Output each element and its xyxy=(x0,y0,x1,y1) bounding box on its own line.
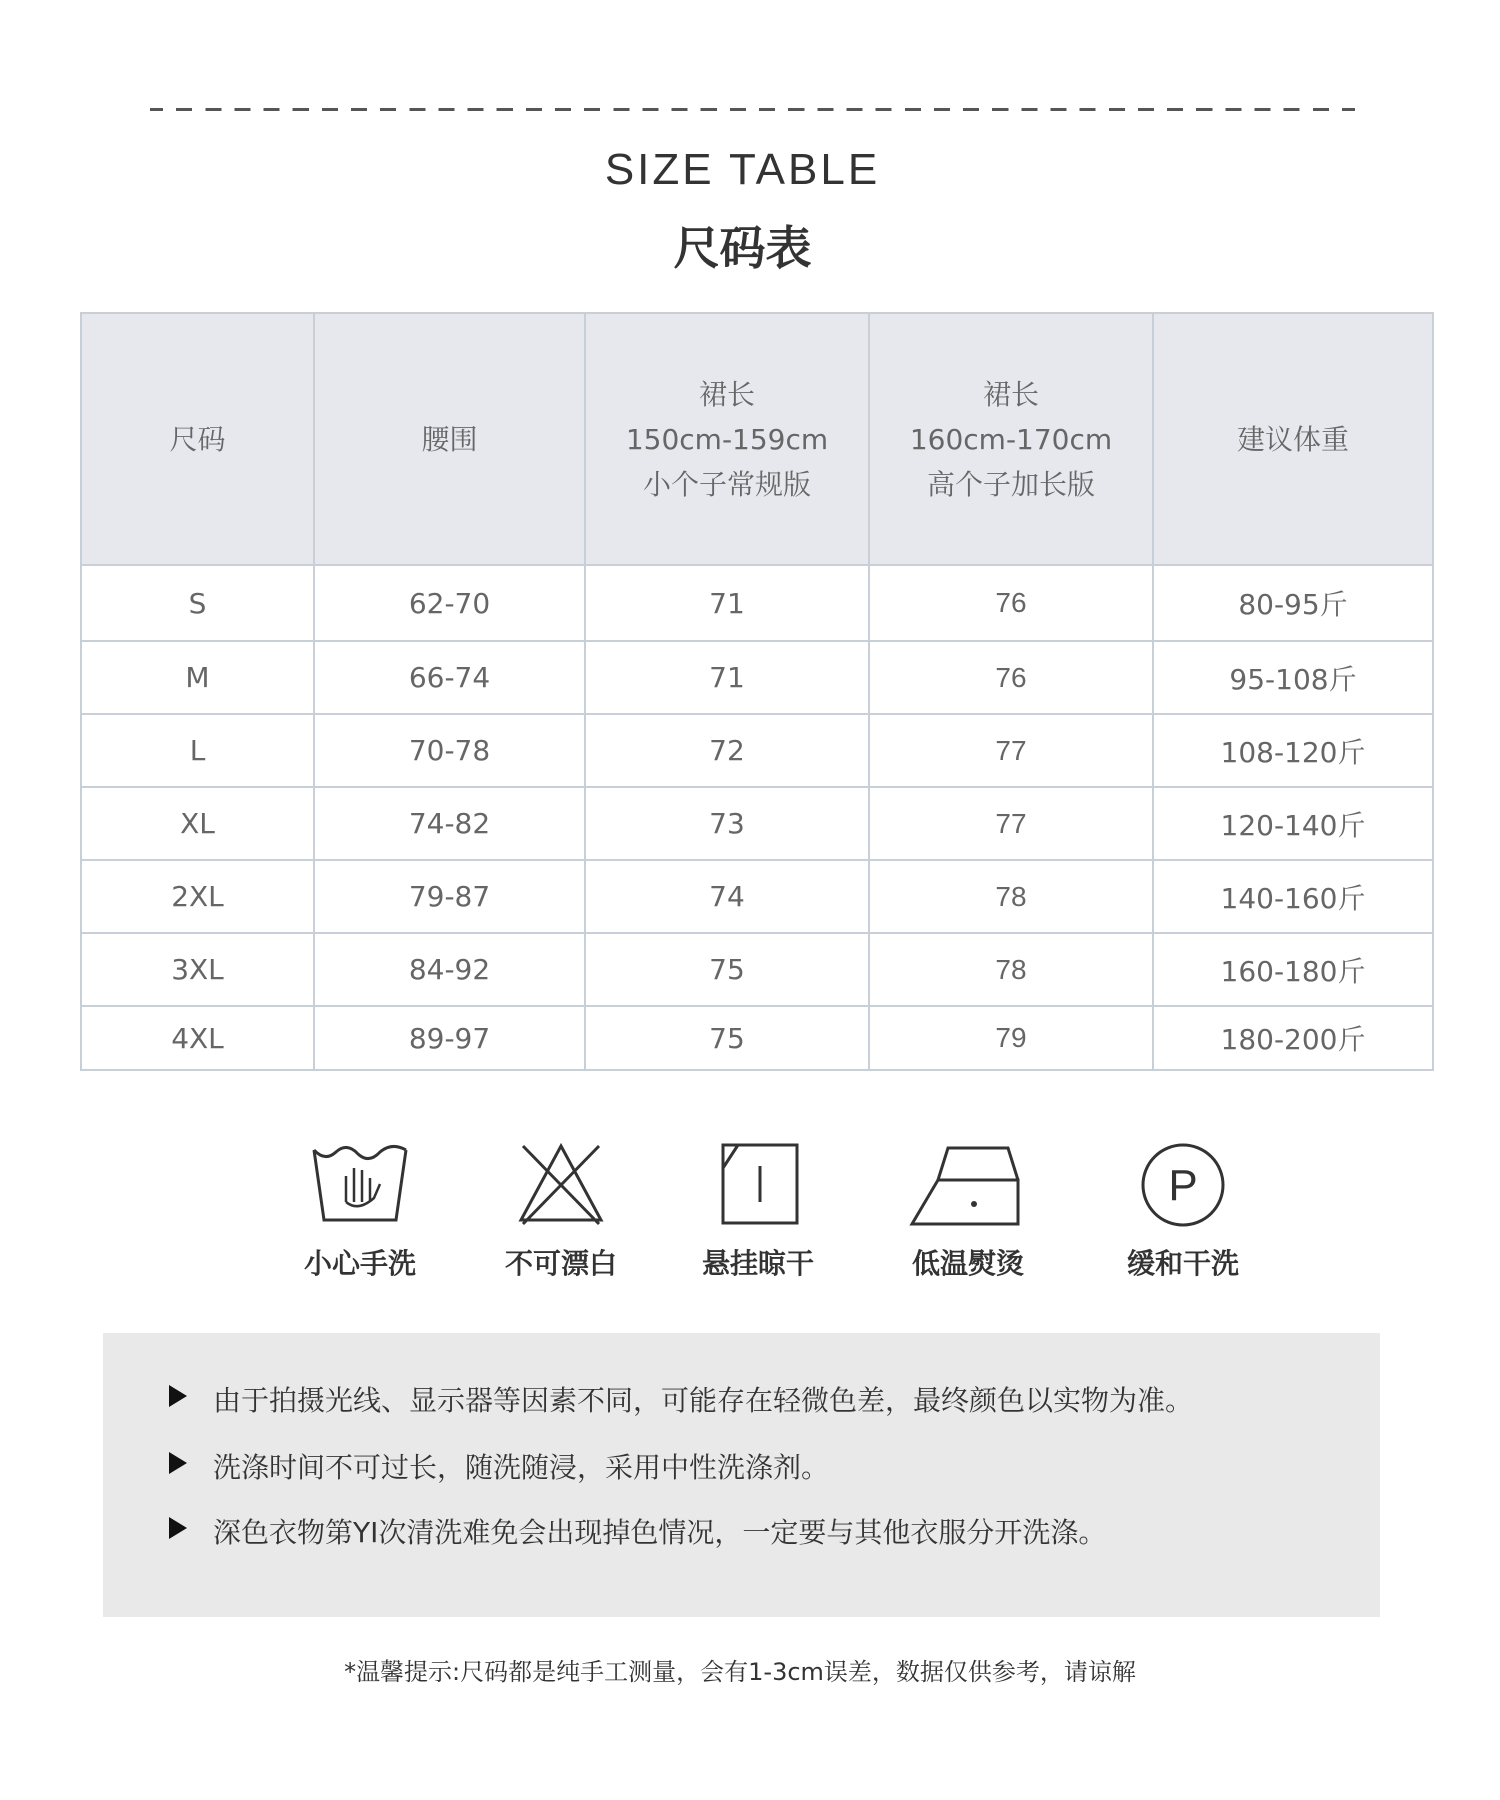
notes-box xyxy=(103,1333,1380,1617)
cell-length-regular: 71 xyxy=(585,565,869,641)
cell-length-regular: 73 xyxy=(585,787,869,860)
cell-waist: 70-78 xyxy=(314,714,585,787)
bullet-triangle-icon xyxy=(169,1517,187,1539)
header-length-regular xyxy=(585,313,869,565)
cell-length-regular: 75 xyxy=(585,1006,869,1070)
note-item xyxy=(213,1511,1106,1551)
dashed-divider xyxy=(150,108,1355,111)
cell-length-regular: 74 xyxy=(585,860,869,933)
header-length-regular-line3: 小个子常规版 xyxy=(642,467,811,501)
header-waist xyxy=(314,313,585,565)
line-dry-icon xyxy=(708,1140,808,1230)
table-row xyxy=(81,641,1433,714)
dry-clean-p-icon xyxy=(1133,1140,1233,1230)
table-row xyxy=(81,714,1433,787)
page-title-cn: 尺码表 xyxy=(673,221,812,275)
note-item xyxy=(213,1379,1193,1419)
table-row xyxy=(81,933,1433,1006)
cell-size: 2XL xyxy=(81,860,314,933)
table-row xyxy=(81,1006,1433,1070)
cell-length-tall: 77 xyxy=(869,787,1153,860)
cell-weight: 140-160斤 xyxy=(1153,860,1433,933)
cell-weight: 95-108斤 xyxy=(1153,641,1433,714)
cell-length-regular: 72 xyxy=(585,714,869,787)
note-text: 由于拍摄光线、显示器等因素不同，可能存在轻微色差，最终颜色以实物为准。 xyxy=(213,1384,1194,1417)
cell-size: XL xyxy=(81,787,314,860)
care-no-bleach xyxy=(476,1140,646,1282)
header-length-tall-line2: 160cm-170cm xyxy=(909,422,1113,456)
cell-size: 4XL xyxy=(81,1006,314,1070)
header-size xyxy=(81,313,314,565)
cell-length-tall: 78 xyxy=(869,860,1153,933)
care-label: 小心手洗 xyxy=(303,1247,416,1280)
table-row xyxy=(81,787,1433,860)
cell-waist: 89-97 xyxy=(314,1006,585,1070)
size-table-header xyxy=(81,313,1433,565)
header-length-regular-line1: 裙长 xyxy=(698,377,755,411)
care-label: 不可漂白 xyxy=(504,1247,617,1280)
cell-size: S xyxy=(81,565,314,641)
header-length-regular-line2: 150cm-159cm xyxy=(625,422,829,456)
cell-weight: 80-95斤 xyxy=(1153,565,1433,641)
cell-length-tall: 76 xyxy=(869,565,1153,641)
page-title-en: SIZE TABLE xyxy=(604,145,881,194)
svg-text:P: P xyxy=(1168,1161,1198,1210)
table-row xyxy=(81,565,1433,641)
cell-length-tall: 79 xyxy=(869,1006,1153,1070)
hand-wash-icon xyxy=(310,1140,410,1230)
header-weight-line: 建议体重 xyxy=(1236,422,1349,456)
cell-waist: 79-87 xyxy=(314,860,585,933)
cell-waist: 84-92 xyxy=(314,933,585,1006)
header-size-line: 尺码 xyxy=(169,422,226,456)
cell-length-tall: 76 xyxy=(869,641,1153,714)
header-length-tall-line1: 裙长 xyxy=(982,377,1039,411)
care-low-iron xyxy=(883,1140,1053,1282)
cell-size: 3XL xyxy=(81,933,314,1006)
care-dry-clean xyxy=(1098,1140,1268,1282)
measurement-tip: *温馨提示:尺码都是纯手工测量，会有1-3cm误差，数据仅供参考，请谅解 xyxy=(344,1658,1136,1686)
bullet-triangle-icon xyxy=(169,1385,187,1407)
cell-weight: 180-200斤 xyxy=(1153,1006,1433,1070)
cell-length-tall: 78 xyxy=(869,933,1153,1006)
cell-length-tall: 77 xyxy=(869,714,1153,787)
header-weight xyxy=(1153,313,1433,565)
cell-length-regular: 71 xyxy=(585,641,869,714)
care-line-dry xyxy=(673,1140,843,1282)
cell-waist: 74-82 xyxy=(314,787,585,860)
cell-weight: 108-120斤 xyxy=(1153,714,1433,787)
cell-weight: 120-140斤 xyxy=(1153,787,1433,860)
cell-weight: 160-180斤 xyxy=(1153,933,1433,1006)
header-length-tall xyxy=(869,313,1153,565)
no-bleach-icon xyxy=(511,1140,611,1230)
header-waist-line: 腰围 xyxy=(421,422,478,456)
cell-waist: 66-74 xyxy=(314,641,585,714)
care-label: 低温熨烫 xyxy=(911,1247,1024,1280)
care-label: 缓和干洗 xyxy=(1126,1247,1239,1280)
header-length-tall-line3: 高个子加长版 xyxy=(926,467,1095,501)
table-row xyxy=(81,860,1433,933)
note-item xyxy=(213,1446,829,1486)
bullet-triangle-icon xyxy=(169,1452,187,1474)
note-text: 深色衣物第YI次清洗难免会出现掉色情况，一定要与其他衣服分开洗涤。 xyxy=(213,1516,1107,1549)
cell-size: L xyxy=(81,714,314,787)
care-hand-wash xyxy=(275,1140,445,1282)
low-iron-icon xyxy=(908,1140,1028,1230)
care-instructions xyxy=(0,1140,1500,1290)
cell-waist: 62-70 xyxy=(314,565,585,641)
cell-length-regular: 75 xyxy=(585,933,869,1006)
cell-size: M xyxy=(81,641,314,714)
size-table xyxy=(80,312,1434,1071)
note-text: 洗涤时间不可过长，随洗随浸，采用中性洗涤剂。 xyxy=(213,1451,830,1484)
care-label: 悬挂晾干 xyxy=(701,1247,814,1280)
